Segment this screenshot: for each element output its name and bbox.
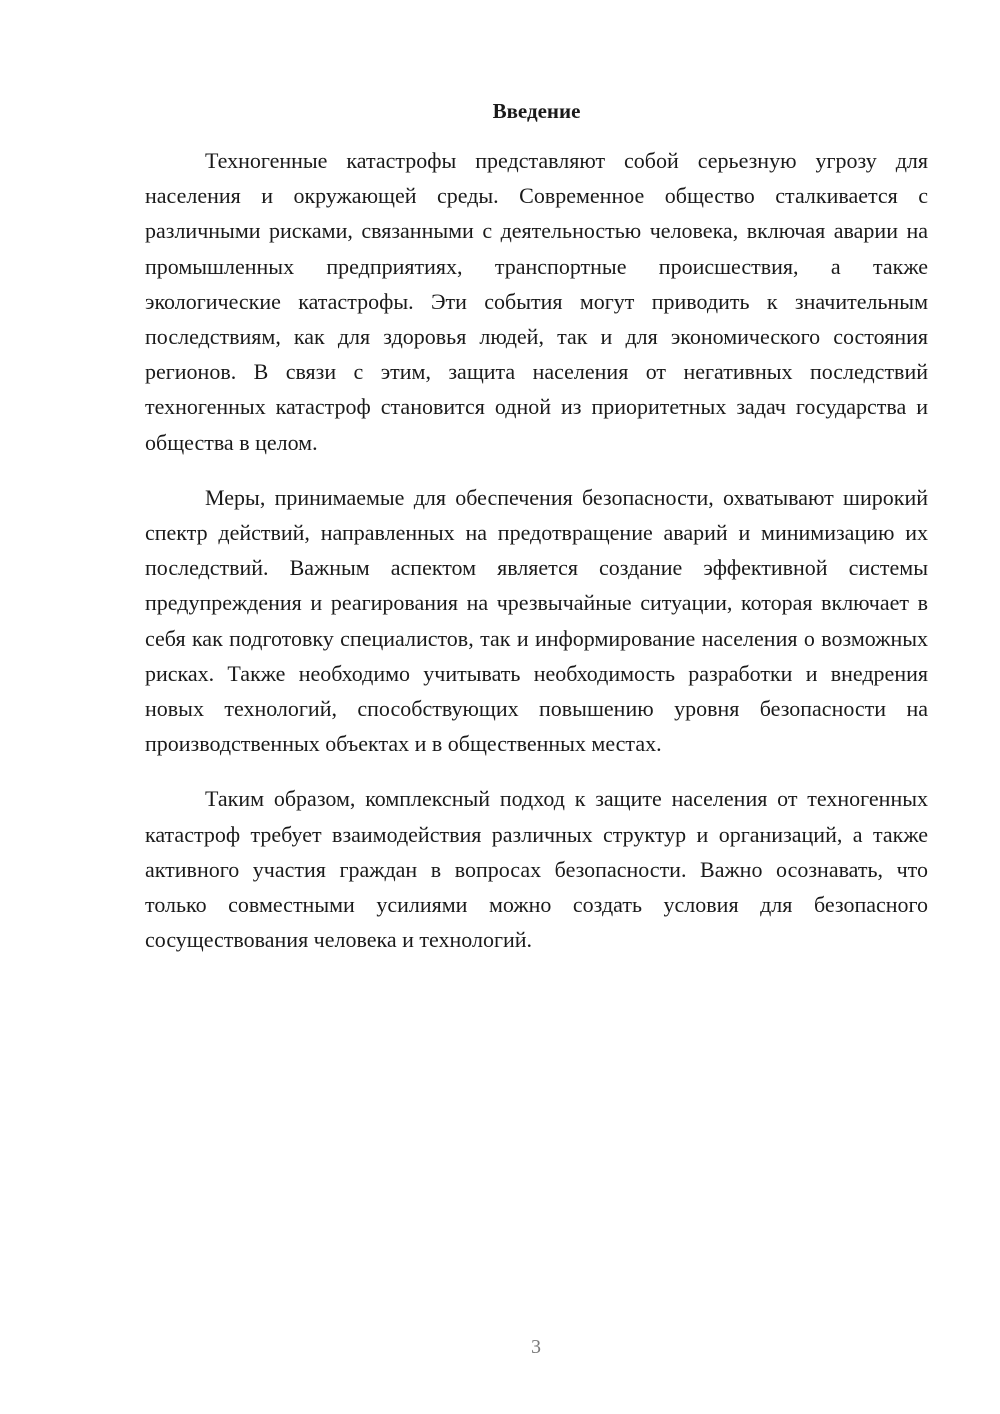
page-title: Введение (492, 99, 581, 123)
paragraph-3: Таким образом, комплексный подход к защите населения от техногенных катастроф требует взаимодействия различных структур и организаций, а также активного участия граждан в вопросах безопасности. Важно осознавать, что только совместными усилиями можно создать условия для безопасного сосуществования человека и технологий. (145, 786, 928, 953)
paragraph-2: Меры, принимаемые для обеспечения безопасности, охватывают широкий спектр действий, направленных на предотвращение аварий и минимизацию их последствий. Важным аспектом является создание эффективной системы предупреждения и реагирования на чрезвычайные ситуации, которая включает в себя как подготовку специалистов, так и информирование населения о возможных рисках. Также необходимо учитывать необходимость разработки и внедрения новых технологий, способствующих повышению уровня безопасности на производственных объектах и в общественных местах. (145, 484, 928, 757)
document-body (145, 143, 928, 977)
paragraph-1: Техногенные катастрофы представляют собой серьезную угрозу для населения и окружающей среды. Современное общество сталкивается с различными рисками, связанными с деятельностью человека, включая аварии на промышленных предприятиях, транспортные происшествия, а также экологические катастрофы. Эти события могут приводить к значительным последствиям, как для здоровья людей, так и для экономического состояния регионов. В связи с этим, защита населения от негативных последствий техногенных катастроф становится одной из приоритетных задач государства и общества в целом. (145, 148, 928, 455)
page-number: 3 (531, 1336, 541, 1358)
